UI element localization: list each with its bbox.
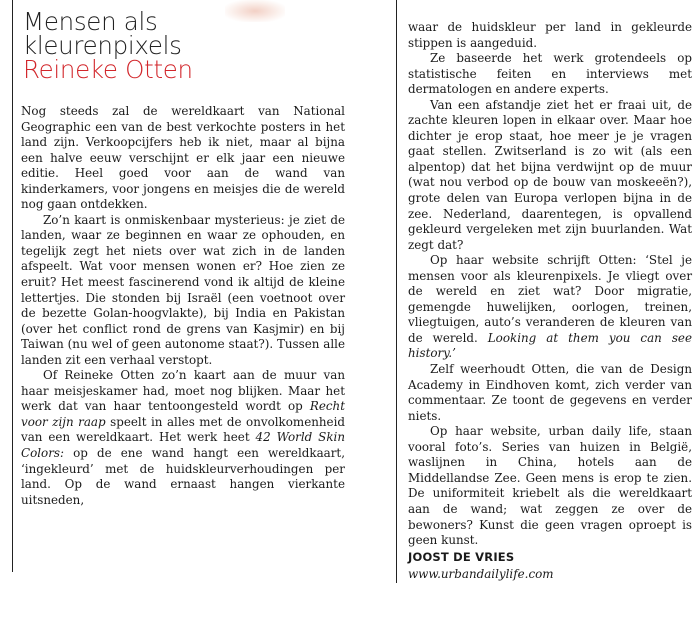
artwork-title: 42 World Skin Colors: bbox=[21, 430, 345, 461]
right-body-text bbox=[408, 20, 692, 583]
paragraph bbox=[21, 368, 345, 508]
byline: JOOST DE VRIES bbox=[408, 549, 515, 564]
paragraph: Zelf weerhoudt Otten, die van de Design Academy in Eindhoven komt, zich verder van commentaar. Ze toont de gegevens en verder niets. bbox=[408, 362, 692, 423]
left-body-text bbox=[21, 104, 345, 508]
text-span: speelt in alles met de onvolkomenheid van een wereldkaart. Het werk heet bbox=[21, 414, 345, 445]
quote-italic: Looking at them you can see history.’ bbox=[408, 330, 692, 361]
title-line-2: kleurenpixels bbox=[23, 31, 182, 60]
paragraph: waar de huidskleur per land in gekleurde stippen is aangeduid. bbox=[408, 20, 692, 50]
article-heading bbox=[23, 7, 343, 84]
paragraph: Op haar website, urban daily life, staan vooral foto’s. Series van huizen in België, waslijnen in China, hotels aan de Middellandse Zee. Geen mens is erop te zien. De uniformiteit kriebelt als die wereldkaart aan de wand; wat zeggen ze over de bewoners? Kunst die geen vragen oproept is geen kunst. bbox=[408, 424, 692, 548]
text-span: Op haar website schrijft Otten: ‘Stel je mensen voor als kleurenpixels. Je vliegt over de wereld en ziet wat? Door migratie, gemengde huwelijken, oorlogen, treinen, vliegtuigen, auto’s veranderen de kleuren van de wereld. bbox=[408, 253, 692, 345]
text-span: Of Reineke Otten zo’n kaart aan de muur van haar meisjeskamer had, moet nog blijken. Maar het werk dat van haar tentoongesteld wordt op bbox=[21, 368, 345, 414]
text-span: op de ene wand hangt een wereldkaart, ‘ingekleurd’ met de huidskleurverhoudingen per land. Op de wand ernaast hangen vierkante uitsneden, bbox=[21, 446, 345, 507]
paragraph: Zo’n kaart is onmiskenbaar mysterieus: je ziet de landen, waar ze beginnen en waar ze ophouden, en tegelijk zegt het niets over wat zich in de landen afspeelt. Wat voor mensen wonen er? Hoe zien ze eruit? Het meest fascinerend vond ik altijd de kleine lettertjes. Die stonden bij Israël (een voetnoot over de bezette Golan-hoogvlakte), bij India en Pakistan (over het conflict rond de grens van Kasjmir) en bij Taiwan (nu wel of geen autonome staat?). Tussen alle landen zit een verhaal verstopt. bbox=[21, 212, 345, 367]
paragraph: Ze baseerde het werk grotendeels op statistische feiten en interviews met dermatologen en andere experts. bbox=[408, 51, 692, 97]
paragraph: Nog steeds zal de wereldkaart van National Geographic een van de best verkochte posters in het land zijn. Verkoopcijfers heb ik niet, maar al bijna een halve eeuw verschijnt er elk jaar een nieuwe editie. Heel goed voor aan de wand van kinderkamers, voor jongens en meisjes die de wereld nog gaan ontdekken. bbox=[21, 104, 345, 212]
website-url: www.urbandailylife.com bbox=[408, 567, 554, 582]
right-column bbox=[396, 0, 697, 583]
author-name: Reineke Otten bbox=[23, 55, 193, 84]
paragraph: Van een afstandje ziet het er fraai uit, de zachte kleuren lopen in elkaar over. Maar hoe dichter je erop staat, hoe meer je je vragen gaat stellen. Zwitserland is zo wit (als een alpentop) dat het bijna verdwijnt op de muur (wat nou verbod op de bouw van moskeeën?), grote delen van Europa verlopen bijna in de zee. Nederland, daarentegen, is opvallend gekleurd vergeleken met zijn buurlanden. Wat zegt dat? bbox=[408, 97, 692, 252]
exhibition-title: Recht voor zijn raap bbox=[21, 399, 345, 429]
left-column bbox=[12, 0, 349, 572]
title-line-1: Mensen als bbox=[23, 7, 158, 36]
paragraph bbox=[408, 253, 692, 362]
